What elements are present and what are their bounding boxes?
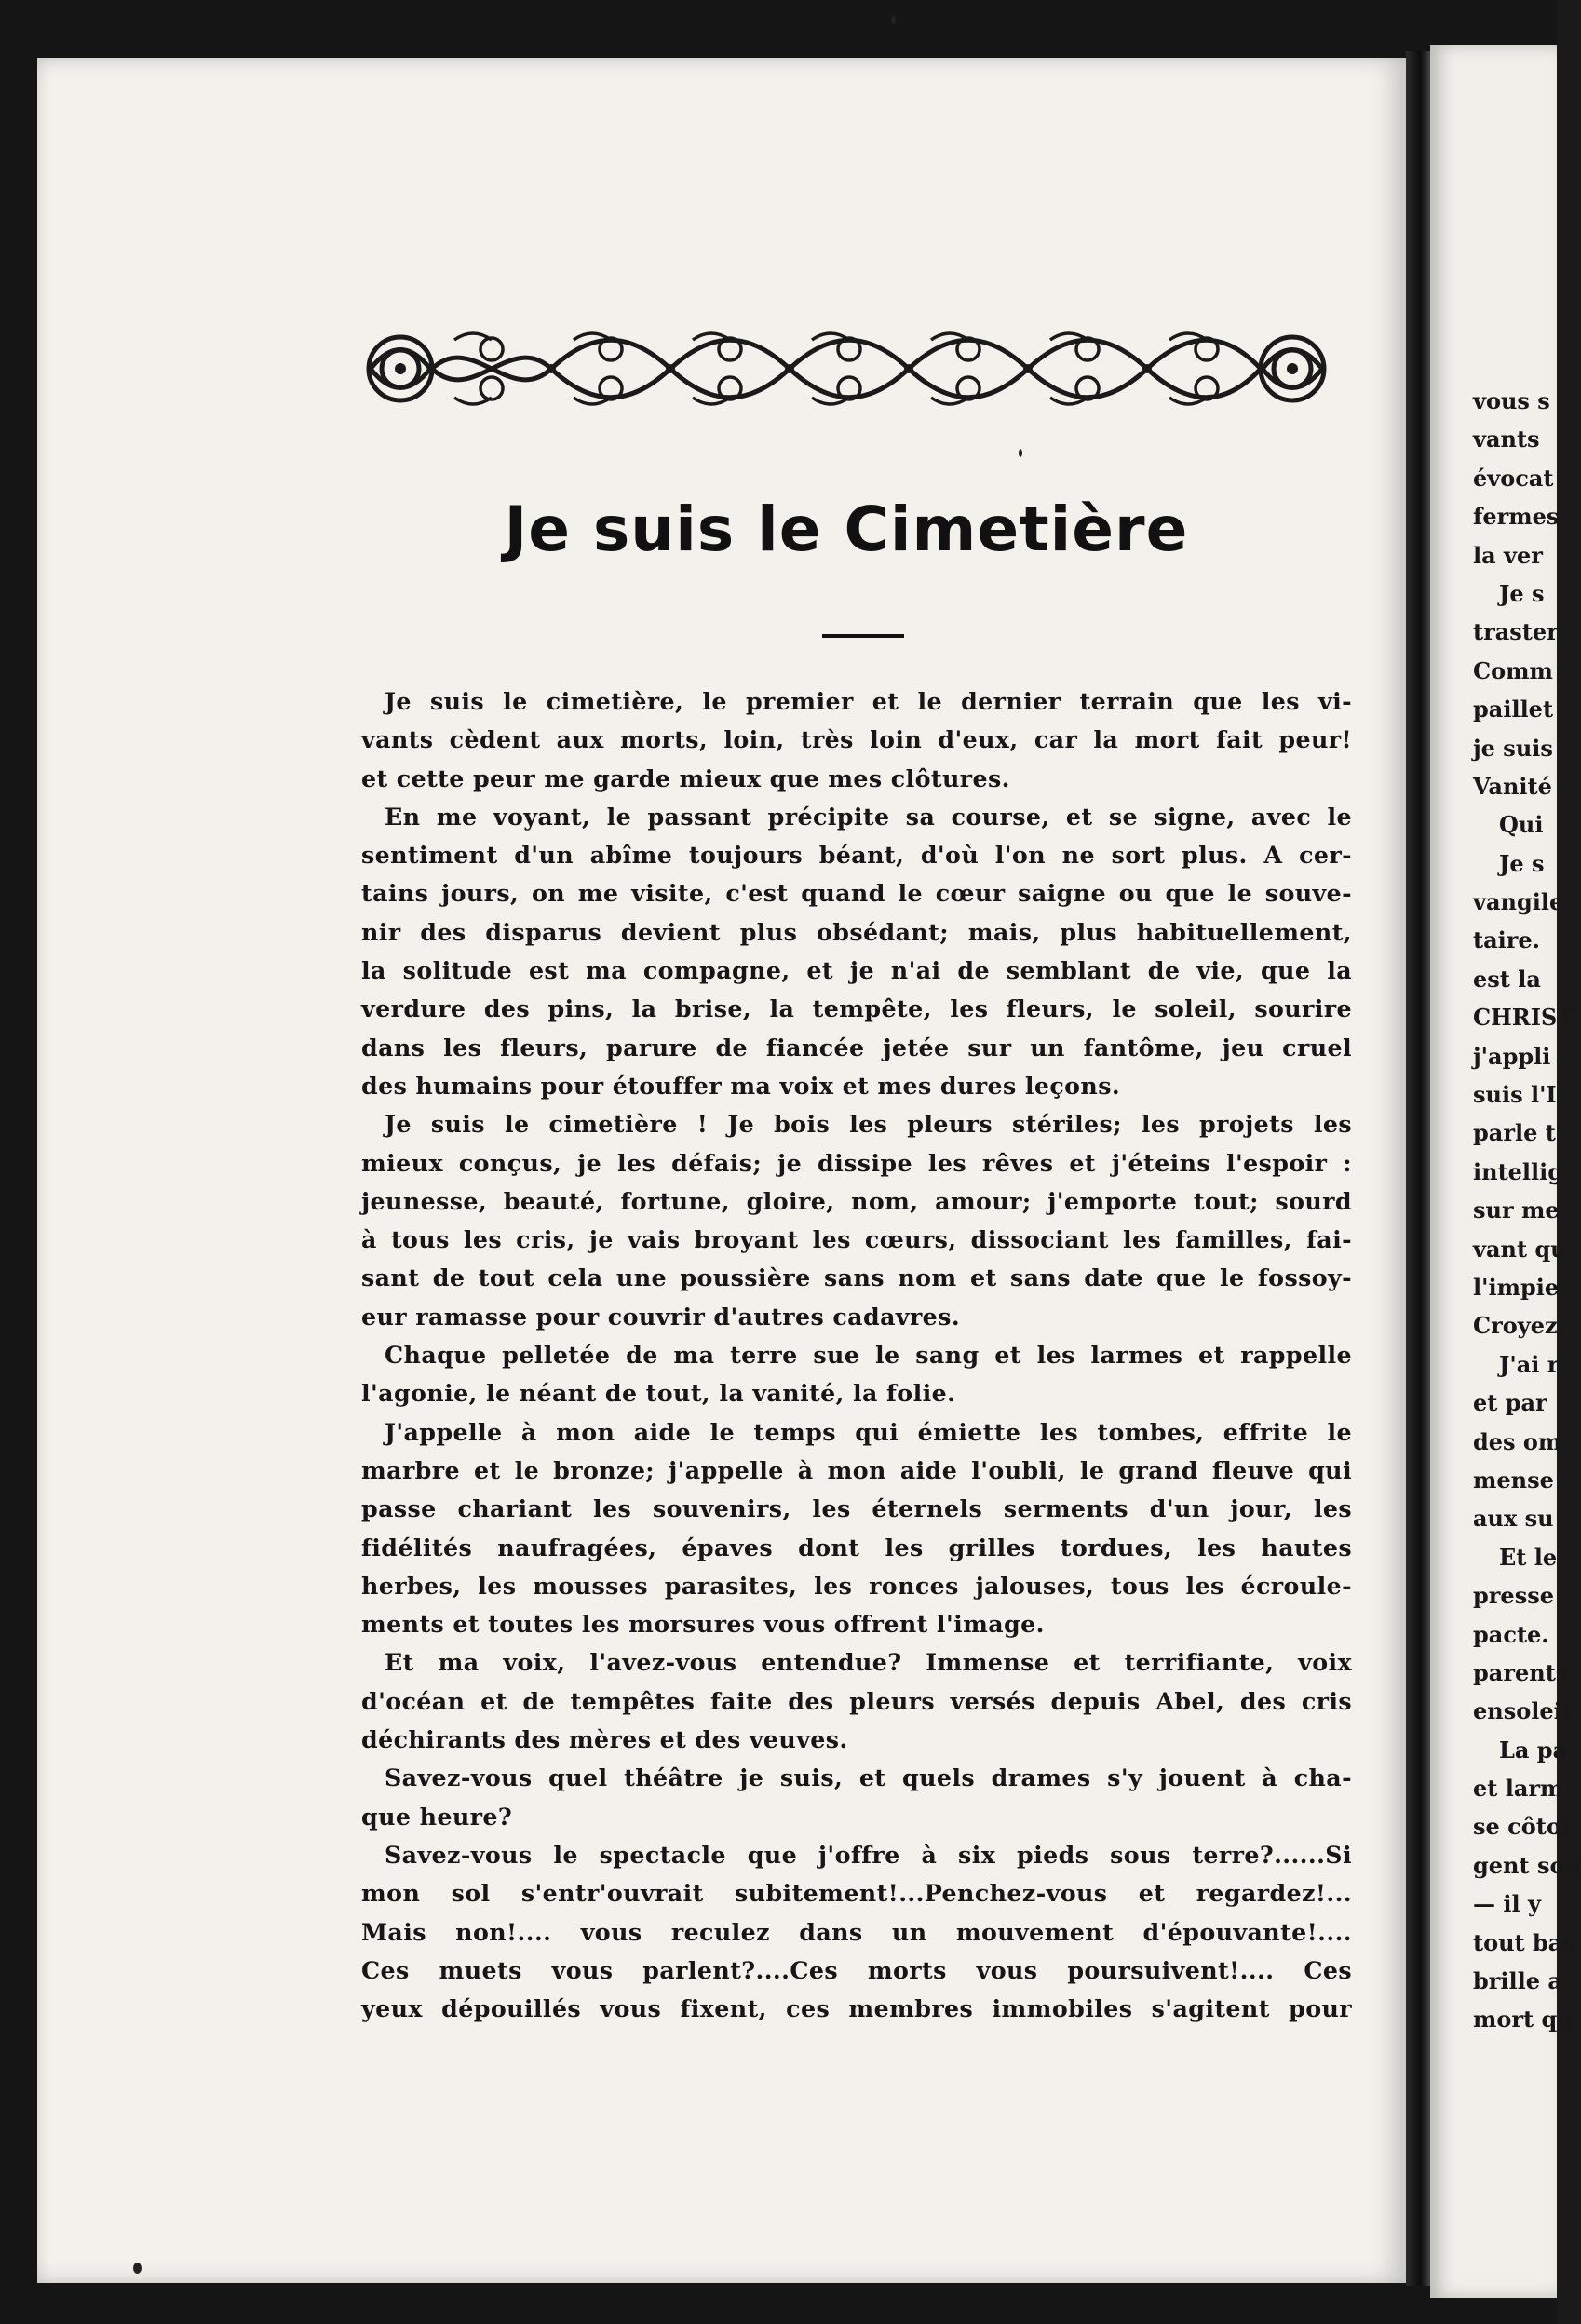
text-line: à tous les cris, je vais broyant les cœurs, dissociant les familles, fai- xyxy=(361,1225,1352,1254)
text-line: sur me xyxy=(1473,1196,1560,1224)
text-line: vants xyxy=(1473,426,1540,453)
text-line: la ver xyxy=(1473,541,1543,569)
text-line: Vanité xyxy=(1473,772,1552,800)
text-line: Mais non!.... vous reculez dans un mouvement d'épouvante!.... xyxy=(361,1917,1352,1946)
text-line: J'ai r xyxy=(1499,1350,1560,1378)
text-line: intellig xyxy=(1473,1157,1564,1185)
text-line: ensoleil xyxy=(1473,1697,1571,1725)
text-line: Comm xyxy=(1473,656,1553,684)
text-line: d'océan et de tempêtes faite des pleurs versés depuis Abel, des cris xyxy=(361,1686,1352,1715)
text-line: que heure? xyxy=(361,1802,513,1831)
text-line: jeunesse, beauté, fortune, gloire, nom, amour; j'emporte tout; sourd xyxy=(361,1186,1352,1215)
text-line: Je suis le cimetière, le premier et le dernier terrain que les vi- xyxy=(385,687,1352,715)
scan-speck xyxy=(133,2263,142,2274)
text-line: marbre et le bronze; j'appelle à mon aide l'oubli, le grand fleuve qui xyxy=(361,1455,1352,1484)
text-line: sant de tout cela une poussière sans nom et sans date que le fossoy- xyxy=(361,1263,1352,1292)
text-line: verdure des pins, la brise, la tempête, les fleurs, le soleil, sourire xyxy=(361,994,1352,1023)
text-line: nir des disparus devient plus obsédant; mais, plus habituellement, xyxy=(361,917,1352,946)
text-line: mort qu xyxy=(1473,2006,1574,2034)
body-text xyxy=(361,682,1352,2028)
text-line: se côtoi xyxy=(1473,1813,1570,1841)
text-line: gent sou xyxy=(1473,1851,1581,1879)
text-line: CHRIST xyxy=(1473,1004,1574,1032)
text-line: Et ma voix, l'avez-vous entendue? Immense et terrifiante, voix xyxy=(385,1648,1352,1677)
text-line: ments et toutes les morsures vous offrent l'image. xyxy=(361,1610,1045,1639)
text-line: des om xyxy=(1473,1427,1562,1455)
text-line: je suis xyxy=(1473,734,1553,762)
title-divider xyxy=(822,634,904,638)
text-line: et larm xyxy=(1473,1775,1564,1803)
text-line: l'impie xyxy=(1473,1273,1560,1301)
text-line: — il y xyxy=(1473,1890,1541,1918)
text-line: dans les fleurs, parure de fiancée jetée sur un fantôme, jeu cruel xyxy=(361,1033,1352,1061)
text-line: sentiment d'un abîme toujours béant, d'où l'on ne sort plus. A cer- xyxy=(361,841,1352,870)
text-line: tout bas xyxy=(1473,1928,1575,1956)
text-line: Et le xyxy=(1499,1543,1558,1571)
page-title: Je suis le Cimetière xyxy=(504,493,1189,565)
text-line: brille a xyxy=(1473,1967,1562,1995)
scan-speck xyxy=(1019,449,1022,457)
text-line: En me voyant, le passant précipite sa course, et se signe, avec le xyxy=(385,802,1352,831)
text-line: fidélités naufragées, épaves dont les grilles tordues, les hautes xyxy=(361,1533,1352,1561)
text-line: pacte. xyxy=(1473,1620,1549,1648)
text-line: mon sol s'entr'ouvrait subitement!...Penchez-vous et regardez!... xyxy=(361,1879,1352,1908)
text-line: tains jours, on me visite, c'est quand le cœur saigne ou que le souve- xyxy=(361,879,1352,908)
text-line: Croyez, xyxy=(1473,1312,1565,1340)
text-line: passe chariant les souvenirs, les éternels serments d'un jour, les xyxy=(361,1494,1352,1523)
text-line: J'appelle à mon aide le temps qui émiette les tombes, effrite le xyxy=(385,1417,1352,1446)
text-line: eur ramasse pour couvrir d'autres cadavres. xyxy=(361,1302,961,1331)
text-line: taire. xyxy=(1473,926,1541,954)
text-line: La pa xyxy=(1499,1736,1568,1763)
text-line: suis l'I xyxy=(1473,1081,1557,1109)
text-line: Je suis le cimetière ! Je bois les pleurs stériles; les projets les xyxy=(385,1110,1352,1139)
facing-page-text xyxy=(1473,382,1581,2039)
text-line: paillet xyxy=(1473,696,1554,723)
text-line: Chaque pelletée de ma terre sue le sang et les larmes et rappelle xyxy=(385,1341,1352,1370)
text-line: Ces muets vous parlent?....Ces morts vous poursuivent!.... Ces xyxy=(361,1955,1352,1984)
text-line: évocat xyxy=(1473,464,1554,492)
text-line: Qui xyxy=(1499,811,1544,839)
text-line: presse xyxy=(1473,1582,1554,1610)
text-line: parle t xyxy=(1473,1119,1556,1147)
text-line: Savez-vous le spectacle que j'offre à six pieds sous terre?......Si xyxy=(385,1840,1352,1869)
book-gutter xyxy=(1406,51,1430,2286)
text-line: aux su xyxy=(1473,1505,1554,1533)
text-line: mense xyxy=(1473,1466,1554,1493)
text-line: parents xyxy=(1473,1658,1569,1686)
text-line: Savez-vous quel théâtre je suis, et quels drames s'y jouent à cha- xyxy=(385,1763,1352,1792)
text-line: déchirants des mères et des veuves. xyxy=(361,1725,848,1754)
text-line: et par xyxy=(1473,1389,1547,1417)
text-line: des humains pour étouffer ma voix et mes dures leçons. xyxy=(361,1071,1121,1100)
text-line: fermes xyxy=(1473,503,1560,531)
text-line: Je s xyxy=(1499,849,1545,877)
text-line: herbes, les mousses parasites, les ronces jalouses, tous les écroule- xyxy=(361,1571,1352,1600)
text-line: j'appli xyxy=(1473,1042,1551,1070)
text-line: l'agonie, le néant de tout, la vanité, la folie. xyxy=(361,1379,956,1408)
text-line: vangile xyxy=(1473,888,1564,916)
text-line: et cette peur me garde mieux que mes clôtures. xyxy=(361,763,1010,792)
text-line: vous s xyxy=(1473,387,1550,414)
text-line: traster xyxy=(1473,618,1559,646)
text-line: yeux dépouillés vous fixent, ces membres immobiles s'agitent pour xyxy=(361,1994,1352,2023)
scan-speck xyxy=(891,15,896,24)
text-line: est la xyxy=(1473,965,1541,993)
text-line: vants cèdent aux morts, loin, très loin d'eux, car la mort fait peur! xyxy=(361,725,1352,754)
ornament-icon xyxy=(352,321,1341,416)
text-line: vant qu xyxy=(1473,1235,1567,1263)
text-line: Je s xyxy=(1499,579,1545,607)
text-line: la solitude est ma compagne, et je n'ai de semblant de vie, que la xyxy=(361,956,1352,985)
text-line: mieux conçus, je les défais; je dissipe les rêves et j'éteins l'espoir : xyxy=(361,1148,1352,1177)
